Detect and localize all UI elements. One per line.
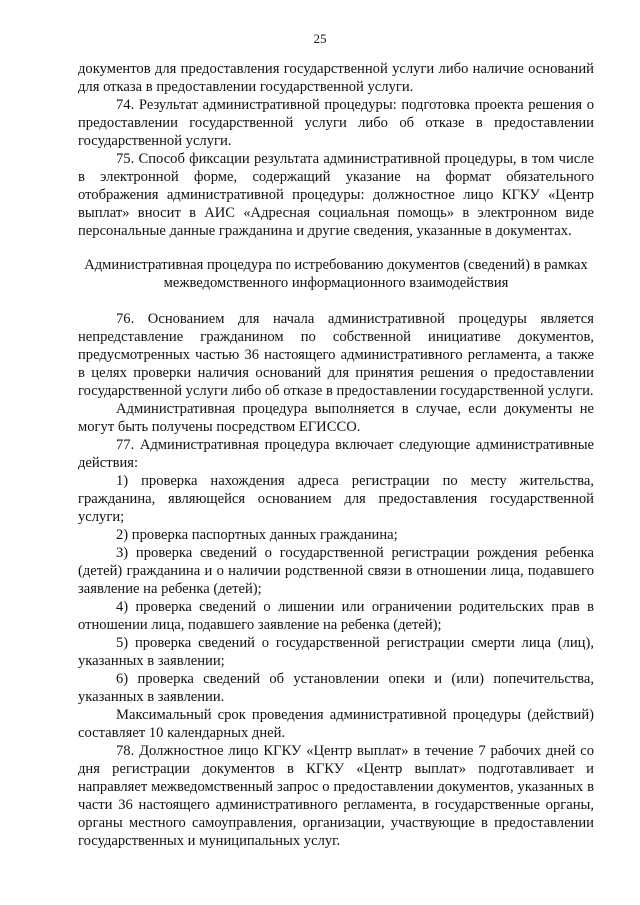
paragraph-74: 74. Результат административной процедуры: подготовка проекта решения о предоставлении государственной услуги либо об отказе в предоставлении государственной услуги. <box>78 97 594 149</box>
list-item-6: 6) проверка сведений об установлении опеки и (или) попечительства, указанных в заявлении. <box>78 671 594 705</box>
paragraph-76: 76. Основанием для начала административной процедуры является непредставление гражданином по собственной инициативе документов, предусмотренных частью 36 настоящего административного регламента, а также в целях проверки наличия оснований для принятия решения о предоставлении государственной услуги либо об отказе в предоставлении государственной услуги. <box>78 311 594 399</box>
paragraph-75: 75. Способ фиксации результата административной процедуры, в том числе в электронной форме, содержащий указание на формат обязательного отображения административной процедуры: должностное лицо КГКУ «Центр выплат» вносит в АИС «Адресная социальная помощь» в электронном виде персональные данные гражданина и другие сведения, указанные в документах. <box>78 151 594 239</box>
list-item-5: 5) проверка сведений о государственной регистрации смерти лица (лиц), указанных в заявлении; <box>78 635 594 669</box>
page-number: 25 <box>313 31 327 46</box>
document-body <box>78 60 594 850</box>
list-item-4: 4) проверка сведений о лишении или ограничении родительских прав в отношении лица, подавшего заявление на ребенка (детей); <box>78 599 594 633</box>
section-heading: Административная процедура по истребованию документов (сведений) в рамках межведомственного информационного взаимодействия <box>84 257 588 291</box>
paragraph-continuation: документов для предоставления государственной услуги либо наличие оснований для отказа в предоставлении государственной услуги. <box>78 61 594 95</box>
paragraph-77: 77. Административная процедура включает следующие административные действия: <box>78 437 594 471</box>
paragraph-78: 78. Должностное лицо КГКУ «Центр выплат» в течение 7 рабочих дней со дня регистрации документов в КГКУ «Центр выплат» подготавливает и направляет межведомственный запрос о предоставлении документов, указанных в части 36 настоящего административного регламента, в государственные органы, органы местного самоуправления, организации, участвующие в предоставлении государственных и муниципальных услуг. <box>78 743 594 849</box>
list-item-1: 1) проверка нахождения адреса регистрации по месту жительства, гражданина, являющейся основанием для предоставления государственной услуги; <box>78 473 594 525</box>
paragraph-egisso: Административная процедура выполняется в случае, если документы не могут быть получены посредством ЕГИССО. <box>78 401 594 435</box>
list-item-3: 3) проверка сведений о государственной регистрации рождения ребенка (детей) гражданина и о наличии родственной связи в отношении лица, подавшего заявление на ребенка (детей); <box>78 545 594 597</box>
paragraph-max-term: Максимальный срок проведения административной процедуры (действий) составляет 10 календарных дней. <box>78 707 594 741</box>
list-item-2: 2) проверка паспортных данных гражданина; <box>116 527 398 543</box>
